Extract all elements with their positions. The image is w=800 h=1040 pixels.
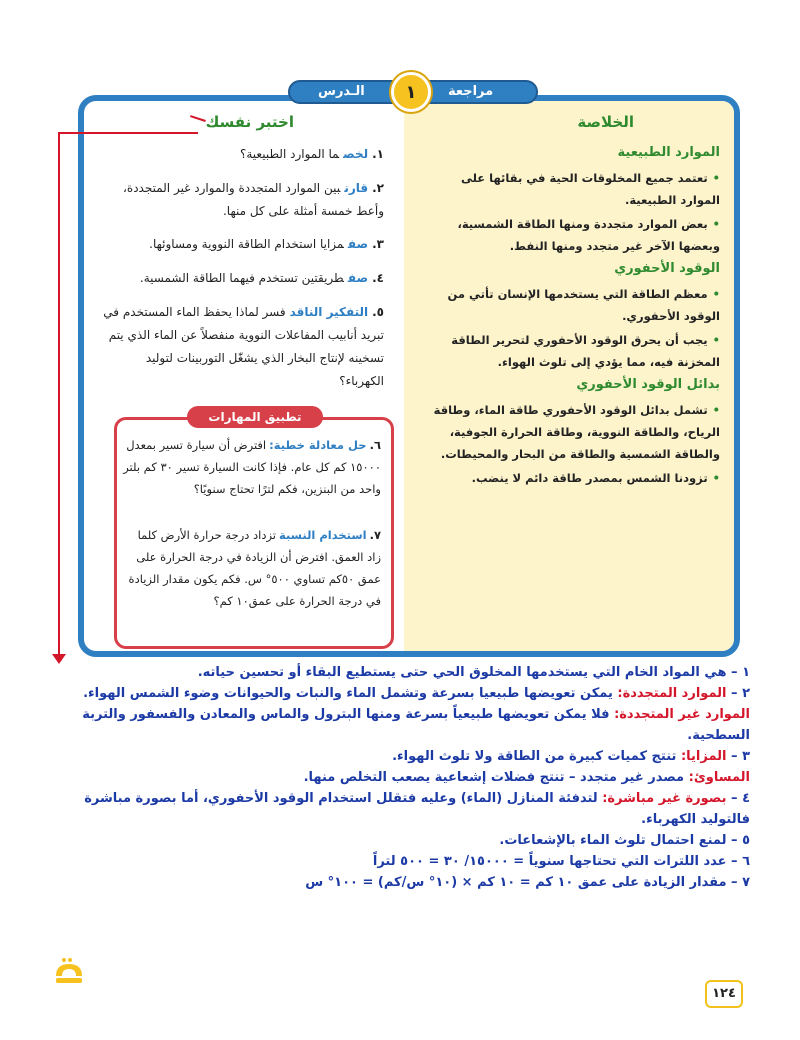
answer-2b: الموارد غير المتجددة: فلا يمكن تعويضها طبيعياً بسرعة ومنها البترول والماس والمعادن والفسفور والتربة السطحية. — [82, 707, 750, 743]
skills-box — [114, 410, 394, 649]
question-4: ٤.صفطريقتين تستخدم فيهما الطاقة الشمسية. — [139, 271, 384, 285]
banner-review-label: مراجعة — [448, 84, 494, 99]
answer-1: ١ – هي المواد الخام التي يستخدمها المخلوق الحي حتى يستطيع البقاء أو تحسين حياته. — [197, 665, 750, 680]
question-5: ٥.التفكير الناقدفسر لماذا يحفظ الماء المستخدم في تبريد أنابيب المفاعلات النووية منفصلاً عن الماء الذي يتم تسخينه لإنتاج البخار الذي يشغّل التوربينات لتوليد الكهرباء؟ — [103, 305, 384, 388]
skills-question-6: ٦.حل معادلة خطية:افترض أن سيارة تسير بمعدل ١٥٠٠٠ كم كل عام. فإذا كانت السيارة تسير ٣٠ كم بلتر واحد من البنزين، فكم لترًا تحتاج سنويًا؟ — [123, 438, 381, 496]
question-2: ٢.قارنبين الموارد المتجددة والموارد غير المتجددة، وأعط خمسة أمثلة على كل منها. — [123, 181, 384, 218]
skills-question-7: ٧.استخدام النسبةتزداد درجة حرارة الأرض كلما زاد العمق. افترض أن الزيادة في درجة الحرارة على عمق ٥٠كم تساوي ٥٠٠° س. فكم يكون مقدار الزيادة في درجة الحرارة على عمق١٠ كم؟ — [128, 528, 381, 608]
test-yourself-title: اختبر نفسك — [205, 113, 294, 131]
summary-column — [404, 101, 734, 651]
summary-bullet: •بعض الموارد متجددة ومنها الطاقة الشمسية، وبعضها الآخر غير متجدد ومنها النفط. — [457, 217, 720, 253]
summary-bullet: •تعتمد جميع المخلوقات الحية في بقائها على الموارد الطبيعية. — [460, 171, 720, 207]
answer-3: ٣ – المزايا: تنتج كميات كبيرة من الطاقة ولا تلوث الهواء. — [392, 749, 750, 764]
answer-3b: المساوئ: مصدر غير متجدد – تنتج فضلات إشعاعية يصعب التخلص منها. — [303, 770, 750, 785]
skills-title: تطبيق المهارات — [187, 406, 323, 428]
answer-5: ٥ – لمنع احتمال تلوث الماء بالإشعاعات. — [499, 833, 750, 848]
summary-heading-natural-resources: الموارد الطبيعية — [617, 145, 720, 160]
banner-lesson-number: ١ — [391, 72, 431, 112]
summary-bullet: •يجب أن يحرق الوقود الأحفوري لتحرير الطاقة المخزنة فيه، مما يؤدي إلى تلوث الهواء. — [451, 333, 720, 369]
question-3: ٣.صفمزايا استخدام الطاقة النووية ومساوئها. — [149, 237, 384, 251]
summary-heading-alternatives: بدائل الوقود الأحفوري — [576, 377, 720, 392]
question-1: ١.لخصما الموارد الطبيعية؟ — [240, 147, 384, 161]
summary-title: الخلاصة — [577, 113, 634, 131]
lesson-review-box — [78, 95, 740, 657]
page-number: ١٢٤ — [705, 980, 743, 1008]
banner-lesson-label: الـدرس — [318, 84, 365, 99]
summary-heading-fossil-fuel: الوقود الأحفوري — [614, 261, 720, 276]
lesson-review-banner — [288, 72, 538, 112]
answers-block — [60, 662, 750, 893]
answer-7: ٧ – مقدار الزيادة على عمق ١٠ كم = ١٠ كم × (١٠° س/كم) = ١٠٠° س — [305, 875, 750, 890]
arrow-horizontal — [58, 132, 198, 134]
publisher-logo-icon — [52, 956, 86, 990]
summary-bullet: •تشمل بدائل الوقود الأحفوري طاقة الماء، وطاقة الرياح، والطاقة النووية، وطاقة الحرارة الجوفية، والطاقة الشمسية والطاقة من البحار والمحيطات. — [433, 403, 720, 461]
arrow-vertical — [58, 132, 60, 658]
answer-6: ٦ – عدد اللترات التي تحتاجها سنوياً = ١٥٠٠٠/ ٣٠ = ٥٠٠ لتراً — [372, 854, 750, 869]
answer-2: ٢ – الموارد المتجددة: يمكن تعويضها طبيعيا بسرعة وتشمل الماء والنبات والحيوانات وضوء الشمس الهواء. — [83, 686, 750, 701]
summary-bullet: •تزودنا الشمس بمصدر طاقة دائم لا ينضب. — [471, 471, 720, 485]
answer-4: ٤ – بصورة غير مباشرة: لتدفئة المنازل (الماء) وعليه فتقلل استخدام الوقود الأحفوري، أما بصورة مباشرة فالتوليد الكهرباء. — [84, 791, 750, 827]
summary-bullet: •معظم الطاقة التي يستخدمها الإنسان تأتي من الوقود الأحفوري. — [447, 287, 720, 323]
